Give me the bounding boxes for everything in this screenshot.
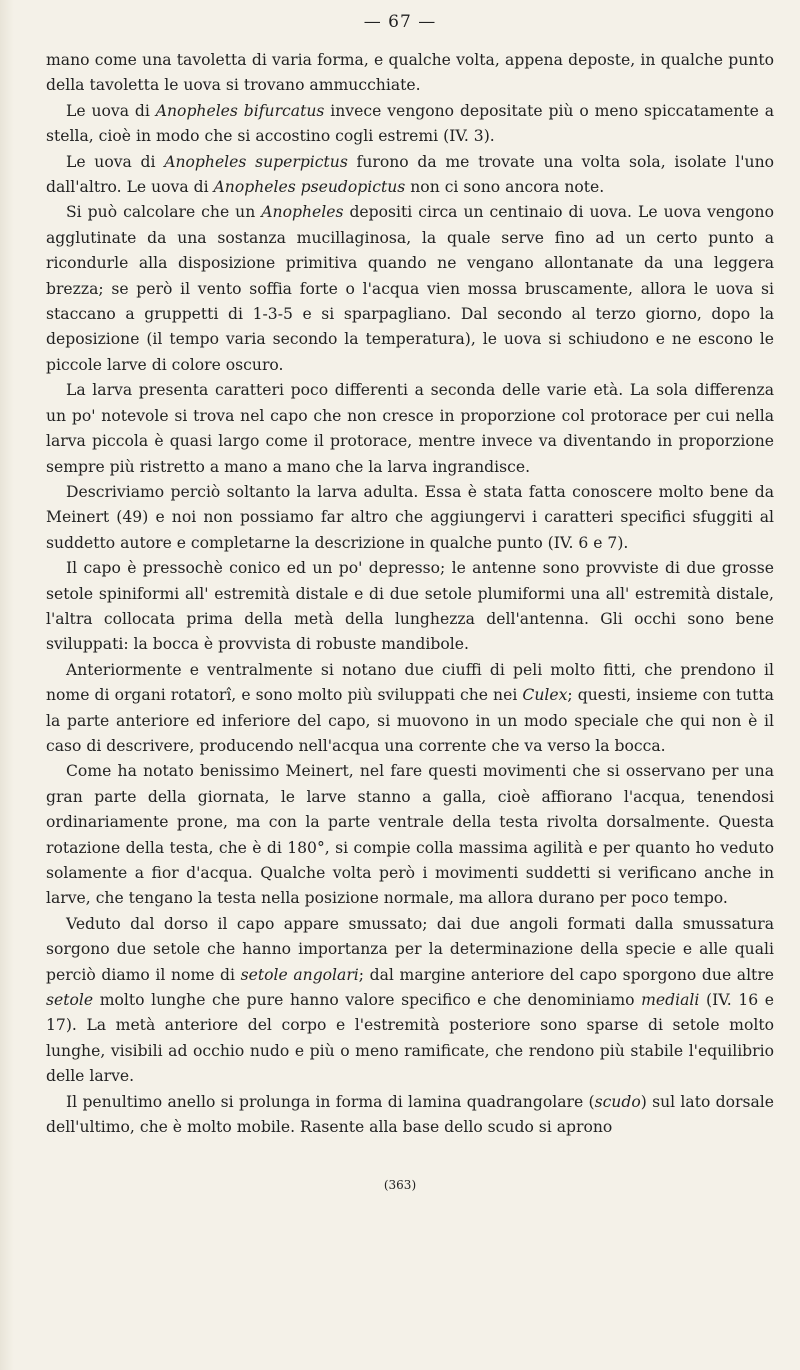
text-run: Come ha notato benissimo Meinert, nel fare questi movimenti che si osservano per una gran parte della giornata, le larve stanno a galla, cioè affiorano l'acqua, tenendosi ordinariamente prone, ma con la parte ventrale della testa rivolta dorsalmente. Questa rotazione della testa, che è di 180°, si compie colla massima agilità e per quanto ho veduto solamente a fior d'acqua. Qualche volta però i movimenti suddetti si verificano anche in larve, che tengano la testa nella posizione normale, ma allora durano per poco tempo. <box>46 762 774 908</box>
paragraph <box>46 759 774 911</box>
paragraph <box>46 480 774 556</box>
paragraph <box>46 378 774 480</box>
scan-edge-shadow <box>0 0 14 1370</box>
text-run: (IV. 16 e 17). La metà anteriore del corpo e l'estremità posteriore sono sparse di setole molto lunghe, visibili ad occhio nudo e più o meno ramificate, che rendono più stabile l'equilibrio delle larve. <box>46 991 774 1086</box>
italic-text: scudo <box>594 1092 641 1111</box>
italic-text: Anopheles <box>261 203 344 222</box>
printer-signature: (363) <box>383 1178 417 1192</box>
text-run: Le uova di <box>66 101 156 120</box>
paragraph <box>46 99 774 150</box>
italic-text: Anopheles bifurcatus <box>155 101 325 120</box>
paragraph <box>46 48 774 99</box>
text-run: Le uova di <box>66 152 165 171</box>
paragraph <box>46 150 774 201</box>
text-run: Anteriormente e ventralmente si notano due ciuffi di peli molto fitti, che prendono il nome di organi rotatorî, e sono molto più sviluppati che nei <box>46 660 774 705</box>
text-run: depositi circa un centinaio di uova. Le uova vengono agglutinate da una sostanza mucillaginosa, la quale serve fino ad un certo punto a ricondurle alla disposizione primitiva quando ne vengano allontanate da una leggera brezza; se però il vento soffia forte o l'acqua vien mossa bruscamente, allora le uova si staccano a gruppetti di 1-3-5 e si sparpagliano. Dal secondo al terzo giorno, dopo la deposizione (il tempo varia secondo la temperatura), le uova si schiudono e ne escono le piccole larve di colore oscuro. <box>46 203 774 374</box>
italic-text: Culex <box>522 686 568 705</box>
italic-text: Anopheles superpictus <box>164 152 348 171</box>
paragraph <box>46 556 774 658</box>
text-run: non ci sono ancora note. <box>405 178 605 197</box>
paragraph <box>46 912 774 1090</box>
page-number: — 67 — <box>363 12 437 32</box>
text-run: ; questi, insieme con tutta la parte anteriore ed inferiore del capo, si muovono in un modo speciale che qui non è il caso di descrivere, producendo nell'acqua una corrente che va verso la bocca. <box>46 686 774 755</box>
text-run: Descriviamo perciò soltanto la larva adulta. Essa è stata fatta conoscere molto bene da Meinert (49) e noi non possiamo far altro che aggiungervi i caratteri specifici sfuggiti al suddetto autore e completarne la descrizione in qualche punto (IV. 6 e 7). <box>46 482 774 552</box>
text-run: furono da me trovate una volta sola, isolate l'uno dall'altro. Le uova di <box>46 152 774 197</box>
text-run: Il capo è pressochè conico ed un po' depresso; le antenne sono provviste di due grosse setole spiniformi all' estremità distale e di due setole plumiformi una all' estremità distale, l'altra collocata prima della metà della lunghezza dell'antenna. Gli occhi sono bene sviluppati: la bocca è provvista di robuste mandibole. <box>46 559 774 654</box>
text-run: Il penultimo anello si prolunga in forma di lamina quadrangolare ( <box>66 1092 595 1111</box>
body-text <box>46 48 774 1140</box>
paragraph <box>46 200 774 378</box>
text-run: Veduto dal dorso il capo appare smussato; dai due angoli formati dalla smussatura sorgono due setole che hanno importanza per la determinazione della specie e alle quali perciò diamo il nome di <box>46 914 774 984</box>
text-run: invece vengono depositate più o meno spiccatamente a stella, cioè in modo che si accostino cogli estremi (IV. 3). <box>46 101 774 146</box>
italic-text: setole angolari <box>240 965 359 984</box>
text-run: ) sul lato dorsale dell'ultimo, che è molto mobile. Rasente alla base dello scudo si aprono <box>46 1092 775 1137</box>
italic-text: setole <box>46 991 94 1010</box>
text-run: molto lunghe che pure hanno valore specifico e che denominiamo <box>93 991 642 1010</box>
text-run: La larva presenta caratteri poco differenti a seconda delle varie età. La sola differenza un po' notevole si trova nel capo che non cresce in proporzione col protorace per cui nella larva piccola è quasi largo come il protorace, mentre invece va diventando in proporzione sempre più ristretto a mano a mano che la larva ingrandisce. <box>46 381 774 476</box>
italic-text: mediali <box>641 991 700 1010</box>
text-run: ; dal margine anteriore del capo sporgono due altre <box>358 965 775 984</box>
text-run: mano come una tavoletta di varia forma, e qualche volta, appena deposte, in qualche punto della tavoletta le uova si trovano ammucchiate. <box>46 51 774 95</box>
text-run: Si può calcolare che un <box>66 203 262 222</box>
paragraph <box>46 1090 774 1141</box>
italic-text: Anopheles pseudopictus <box>213 178 406 197</box>
paragraph <box>46 658 774 760</box>
